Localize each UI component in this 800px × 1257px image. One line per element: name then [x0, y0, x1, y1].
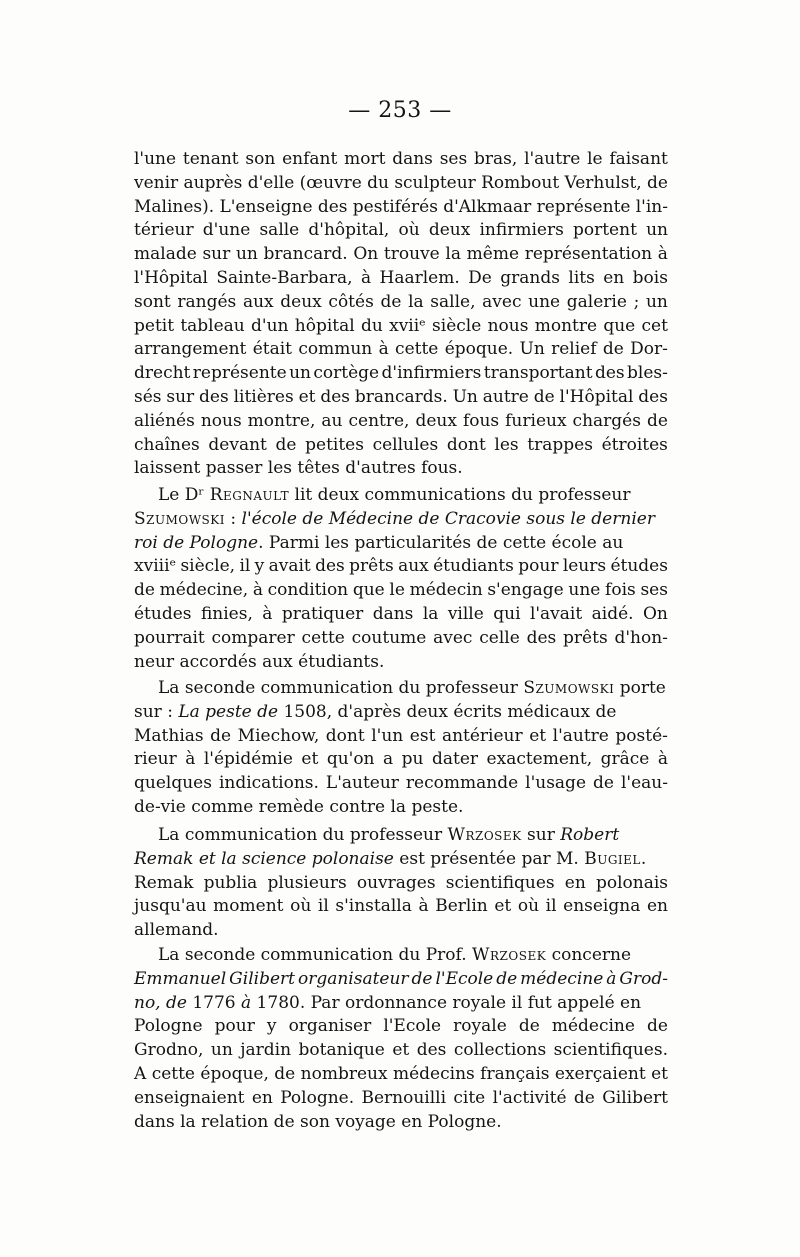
- text-run: est présentée par M.: [393, 848, 585, 869]
- text-line: drecht représente un cortège d'infirmiers transportant des bles-: [134, 363, 668, 384]
- text-line: [134, 848, 668, 872]
- text-line: pourrait comparer cette coutume avec celle des prêts d'hon-: [134, 627, 668, 648]
- text-run: La seconde communication du professeur: [158, 678, 524, 698]
- text-line: de-vie comme remède contre la peste.: [134, 796, 464, 817]
- text-line: allemand.: [134, 920, 219, 941]
- text-line: quelques indications. L'auteur recommande l'usage de l'eau-: [134, 773, 668, 794]
- text-line: [134, 508, 668, 532]
- paragraph-wrzosek-gilibert: [134, 944, 668, 1134]
- title-text: La peste de: [178, 701, 279, 722]
- text-line: l'une tenant son enfant mort dans ses bras, l'autre le faisant: [134, 149, 668, 169]
- text-line: Malines). L'enseigne des pestiférés d'Alkmaar représente l'in-: [134, 196, 668, 217]
- text-run: .: [640, 848, 647, 869]
- text-line: [134, 701, 668, 725]
- text-run: 1780. Par ordonnance royale il fut appelé en: [251, 992, 642, 1013]
- text-run: . Parmi les particularités de cette école au: [258, 532, 624, 553]
- text-line: études finies, à pratiquer dans la ville qui l'avait aidé. On: [134, 603, 668, 624]
- title-text: l'école de Médecine de Cracovie sous le dernier: [241, 508, 655, 529]
- text-line: aliénés nous montre, au centre, deux fous furieux chargés de: [134, 410, 668, 431]
- text-run: La seconde communication du Prof.: [158, 945, 473, 965]
- text-run: porte: [614, 678, 666, 698]
- text-line: enseignaient en Pologne. Bernouilli cite l'activité de Gilibert: [134, 1087, 668, 1108]
- title-text: roi de Pologne: [134, 532, 259, 553]
- paragraph-wrzosek-remak: [134, 824, 668, 943]
- text-line: rieur à l'épidémie et qu'on a pu dater exactement, grâce à: [134, 749, 668, 770]
- text-line: l'Hôpital Sainte-Barbara, à Haarlem. De grands lits en bois: [134, 267, 668, 288]
- text-line: [134, 944, 668, 968]
- text-line: A cette époque, de nombreux médecins français exerçaient et: [134, 1063, 668, 1084]
- text-line: térieur d'une salle d'hôpital, où deux infirmiers portent un: [134, 220, 668, 241]
- text-line: [134, 824, 668, 848]
- paragraph-regnault-cracovie: [134, 484, 668, 674]
- author-name: Regnault: [209, 485, 290, 505]
- text-run: lit deux communications du professeur: [289, 485, 631, 505]
- text-line: Pologne pour y organiser l'Ecole royale de médecine de: [134, 1016, 668, 1037]
- author-name: Wrzosek: [472, 945, 547, 965]
- text-line: [134, 677, 668, 701]
- text-line: laissent passer les têtes d'autres fous.: [134, 458, 463, 479]
- text-line: de médecine, à condition que le médecin s'engage une fois ses: [134, 580, 668, 601]
- author-name: Szumowski: [134, 508, 225, 529]
- paragraph-szumowski-peste: [134, 677, 668, 820]
- title-text: Remak et la science polonaise: [134, 848, 394, 869]
- text-run: Le Dʳ: [158, 485, 210, 505]
- text-line: Remak publia plusieurs ouvrages scientifiques en polonais: [134, 872, 668, 893]
- text-line: [134, 484, 668, 508]
- text-line: [134, 992, 668, 1016]
- text-run: 1776: [186, 992, 242, 1013]
- text-run: La communication du professeur: [158, 825, 448, 845]
- text-line: chaînes devant de petites cellules dont les trappes étroites: [134, 434, 668, 455]
- text-line: sés sur des litières et des brancards. Un autre de l'Hôpital des: [134, 386, 668, 407]
- text-run: 1508, d'après deux écrits médicaux de: [278, 701, 617, 722]
- text-line: petit tableau d'un hôpital du xviiᵉ siècle nous montre que cet: [134, 315, 668, 336]
- text-run: :: [224, 508, 242, 529]
- text-line: neur accordés aux étudiants.: [134, 651, 385, 672]
- author-name: Szumowski: [523, 678, 615, 698]
- title-text: à: [241, 992, 252, 1013]
- text-line: xviiiᵉ siècle, il y avait des prêts aux étudiants pour leurs études: [134, 556, 668, 577]
- text-run: sur: [521, 825, 561, 845]
- author-name: Bugiel: [584, 848, 641, 869]
- page-number: — 253 —: [348, 98, 452, 123]
- text-line: jusqu'au moment où il s'installa à Berlin et où il enseigna en: [134, 896, 668, 917]
- text-line: dans la relation de son voyage en Pologne.: [134, 1111, 502, 1132]
- paragraph-hospital-reliefs: [134, 148, 668, 481]
- text-line: Grodno, un jardin botanique et des collections scientifiques.: [134, 1040, 668, 1061]
- text-line: venir auprès d'elle (œuvre du sculpteur Rombout Verhulst, de: [134, 172, 668, 193]
- title-text: Robert: [560, 825, 620, 845]
- text-line: Mathias de Miechow, dont l'un est antérieur et l'autre posté-: [134, 725, 668, 746]
- title-text: Emmanuel Gilibert organisateur de l'Ecole de médecine à Grod-: [134, 968, 668, 989]
- text-run: concerne: [546, 945, 632, 965]
- text-line: malade sur un brancard. On trouve la même représentation à: [134, 244, 668, 265]
- text-line: arrangement était commun à cette époque. Un relief de Dor-: [134, 339, 668, 360]
- title-text: no, de: [134, 992, 187, 1013]
- author-name: Wrzosek: [447, 825, 522, 845]
- text-run: sur :: [134, 701, 179, 722]
- text-line: [134, 532, 668, 556]
- text-line: sont rangés aux deux côtés de la salle, avec une galerie ; un: [134, 291, 668, 312]
